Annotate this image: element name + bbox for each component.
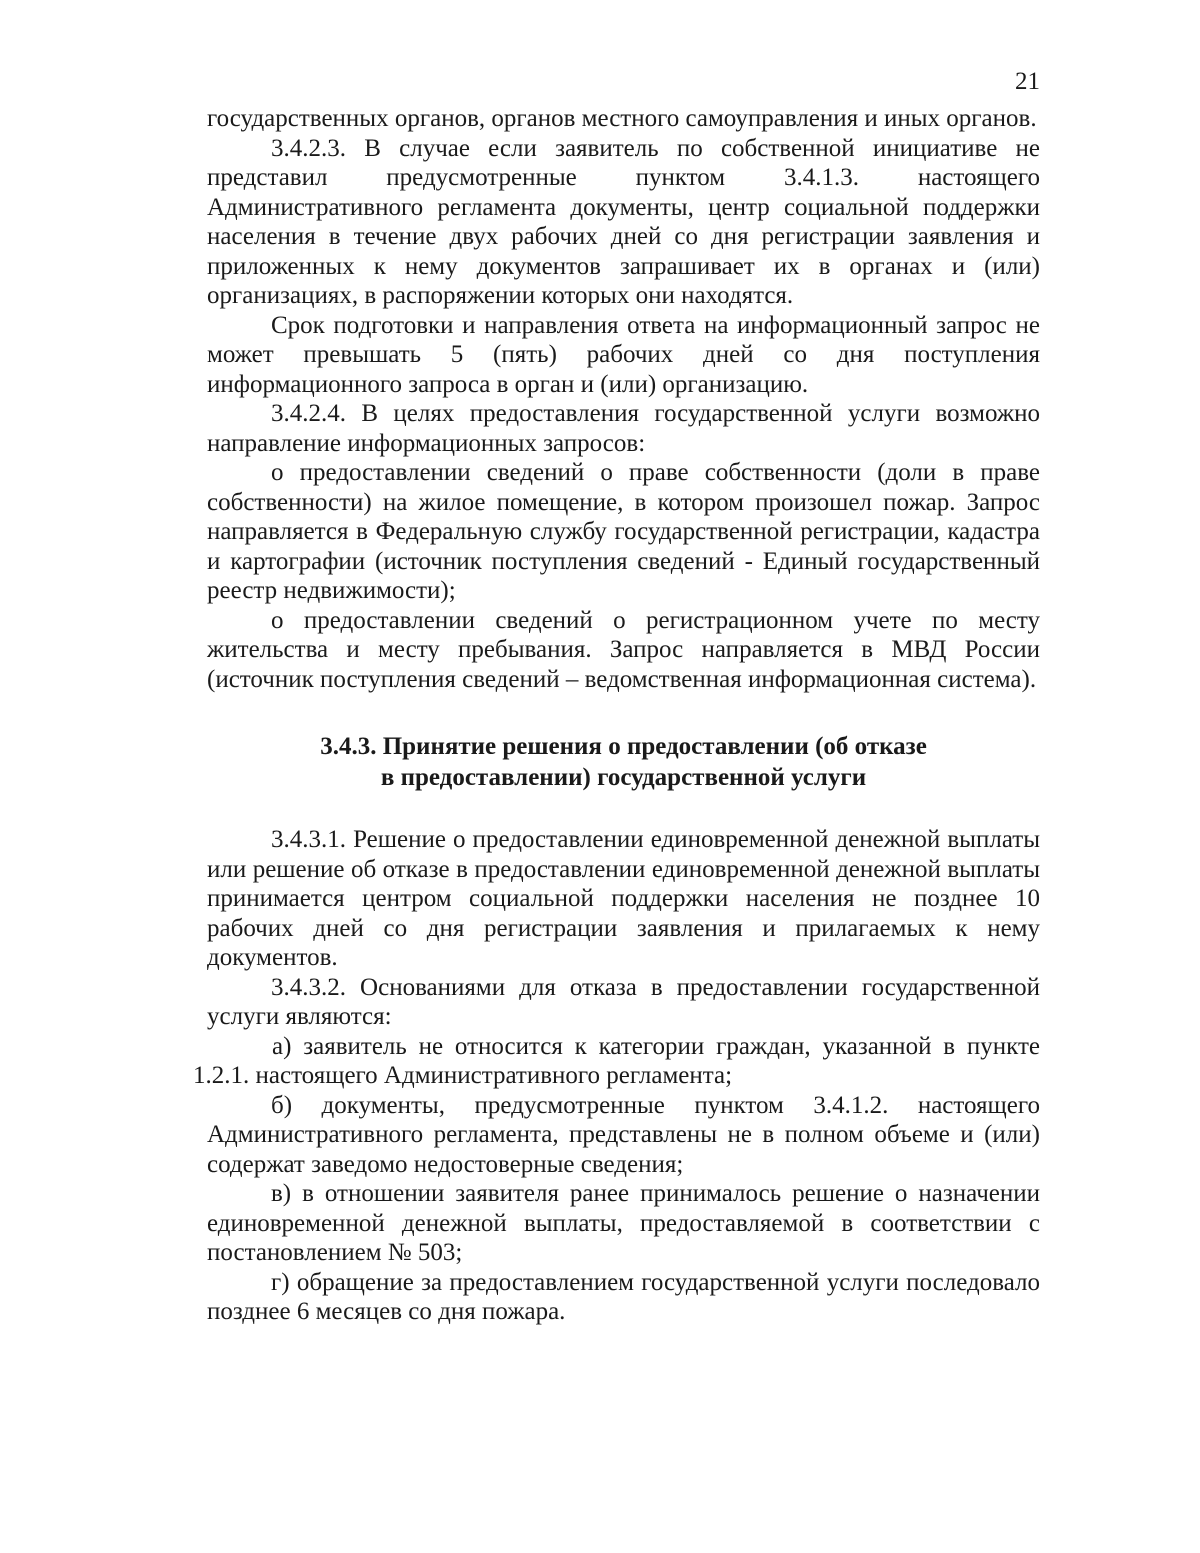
paragraph-request-property: о предоставлении сведений о праве собственности (доли в праве собственности) на жилое помещение, в котором произошел пожар. Запрос направляется в Федеральную службу государственной регистрации, кадастра и картографии (источник поступления сведений - Единый государственный реестр недвижимости);: [207, 459, 1040, 604]
list-item-v: в) в отношении заявителя ранее принималось решение о назначении единовременной денежной выплаты, предоставляемой в соответствии с постановлением № 503;: [207, 1180, 1040, 1266]
document-body: [193, 104, 1040, 1327]
section-heading-3-4-3: [207, 731, 1040, 793]
paragraph-3-4-2-4: 3.4.2.4. В целях предоставления государственной услуги возможно направление информационных запросов:: [207, 400, 1040, 457]
list-item-a: а) заявитель не относится к категории граждан, указанной в пункте 1.2.1. настоящего Административного регламента;: [193, 1032, 1040, 1089]
list-item-b: б) документы, предусмотренные пунктом 3.4.1.2. настоящего Административного регламента, представлены не в полном объеме и (или) содержат заведомо недостоверные сведения;: [207, 1091, 1040, 1178]
list-item-g: г) обращение за предоставлением государственной услуги последовало позднее 6 месяцев со дня пожара.: [207, 1268, 1040, 1325]
page-number: 21: [1015, 68, 1040, 95]
paragraph-3-4-3-1: 3.4.3.1. Решение о предоставлении единовременной денежной выплаты или решение об отказе в предоставлении единовременной денежной выплаты принимается центром социальной поддержки населения не позднее 10 рабочих дней со дня регистрации заявления и прилагаемых к нему документов.: [207, 826, 1040, 971]
paragraph-3-4-3-2: 3.4.3.2. Основаниями для отказа в предоставлении государственной услуги являются:: [207, 973, 1040, 1030]
paragraph-continuation: государственных органов, органов местного самоуправления и иных органов.: [207, 105, 1037, 132]
paragraph-3-4-2-3: 3.4.2.3. В случае если заявитель по собственной инициативе не представил предусмотренные пунктом 3.4.1.3. настоящего Административного регламента документы, центр социальной поддержки населения в течение двух рабочих дней со дня регистрации заявления и приложенных к нему документов запрашивает их в органах и (или) организациях, в распоряжении которых они находятся.: [207, 134, 1040, 309]
section-heading-line-2: в предоставлении) государственной услуги: [380, 764, 867, 791]
paragraph-request-registration: о предоставлении сведений о регистрационном учете по месту жительства и месту пребывания. Запрос направляется в МВД России (источник поступления сведений – ведомственная информационная система).: [207, 606, 1040, 693]
section-heading-line-1: 3.4.3. Принятие решения о предоставлении (об отказе: [320, 733, 927, 760]
paragraph-srok: Срок подготовки и направления ответа на информационный запрос не может превышать 5 (пять) рабочих дней со дня поступления информационного запроса в орган и (или) организацию.: [207, 311, 1040, 398]
